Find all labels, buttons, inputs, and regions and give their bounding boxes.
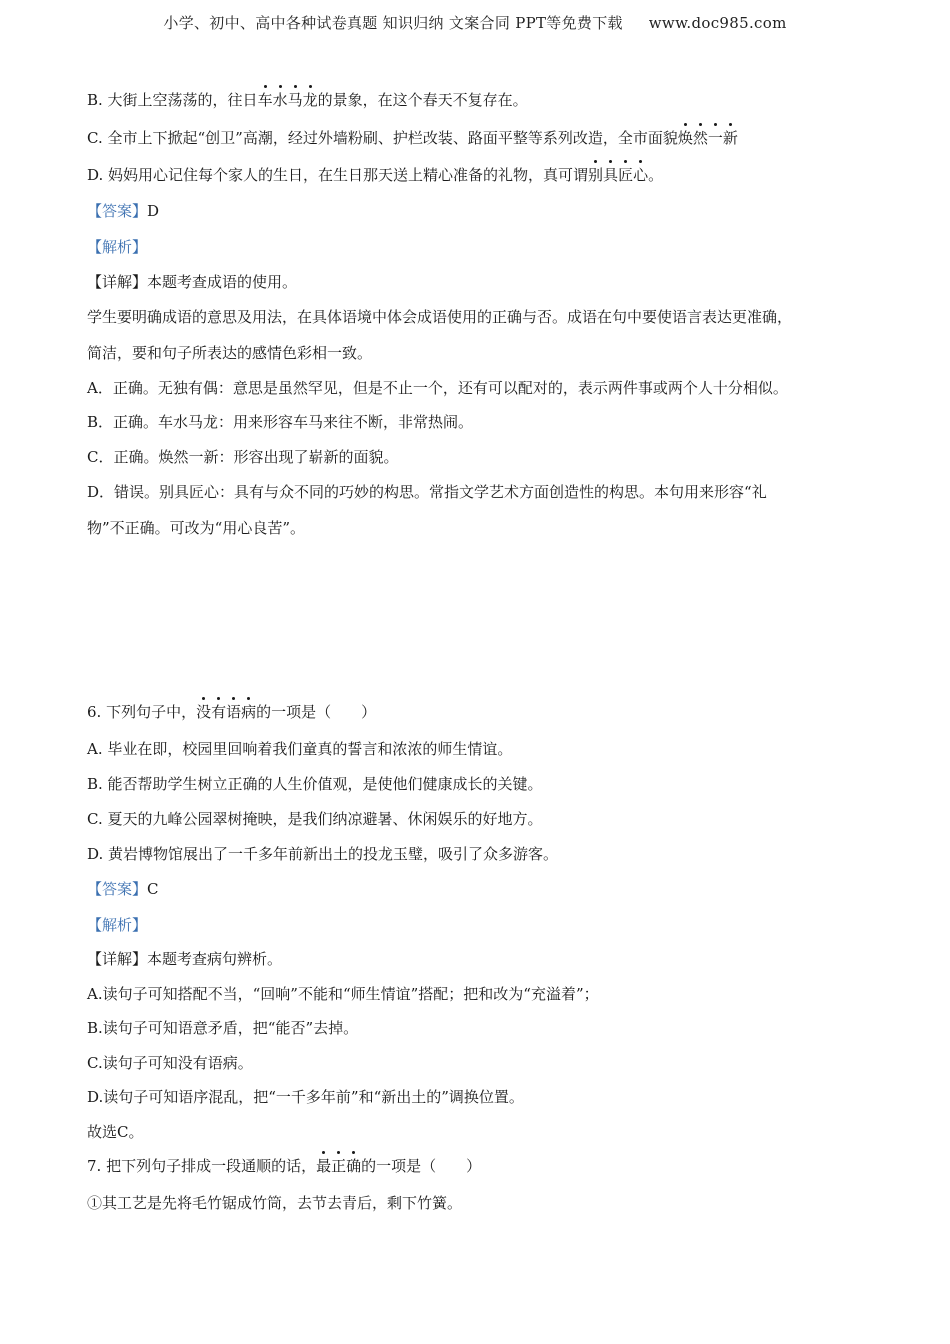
emphasis-char: 最: [316, 1157, 332, 1175]
q5-explain-d-1: D．错误。别具匠心：具有与众不同的巧妙的构思。常指文学艺术方面创造性的构思。本句用来形容“礼: [87, 483, 767, 501]
q5-explain-d-2: 物”不正确。可改为“用心良苦”。: [87, 519, 306, 537]
emphasis-char: 别: [588, 166, 604, 184]
q5-option-d-pre: D. 妈妈用心记住每个家人的生日，在生日那天送上精心准备的礼物，真可谓: [87, 166, 589, 184]
q5-option-b-pre: B. 大街上空荡荡的，往日: [87, 91, 258, 109]
q6-stem: [87, 702, 376, 722]
q6-detail: 【详解】本题考查病句辨析。: [87, 950, 283, 968]
q5-option-d-post: 。: [648, 166, 664, 184]
q6-option-d: D. 黄岩博物馆展出了一千多年前新出土的投龙玉璧，吸引了众多游客。: [87, 845, 559, 863]
answer-value: C: [147, 880, 159, 898]
emphasis-char: 马: [287, 91, 303, 109]
q5-option-b-post: 的景象，在这个春天不复存在。: [317, 91, 528, 109]
q5-detail: 【详解】本题考查成语的使用。: [87, 273, 298, 291]
emphasis-char: 水: [272, 91, 288, 109]
q6-explain-a: A.读句子可知搭配不当，“回响”不能和“师生情谊”搭配；把和改为“充溢着”；: [87, 985, 599, 1003]
emphasis-char: 确: [346, 1157, 362, 1175]
emphasis-char: 车: [257, 91, 273, 109]
q5-explain-c: C．正确。焕然一新：形容出现了崭新的面貌。: [87, 448, 399, 466]
q5-option-c: [87, 128, 738, 148]
q5-option-d: [87, 165, 663, 185]
emphasis-char: 心: [633, 166, 649, 184]
q7-sentence-1: ①其工艺是先将毛竹锯成竹筒，去节去青后，剩下竹簧。: [87, 1194, 463, 1212]
q6-stem-post: 的一项是（ ）: [256, 703, 377, 721]
emphasis-char: 有: [211, 703, 227, 721]
emphasis-char: 一: [707, 129, 723, 147]
q6-option-c: C. 夏天的九峰公园翠树掩映，是我们纳凉避暑、休闲娱乐的好地方。: [87, 810, 543, 828]
q7-stem-pre: 7. 把下列句子排成一段通顺的话，: [87, 1157, 317, 1175]
q5-option-c-pre: C. 全市上下掀起“创卫”高潮，经过外墙粉刷、护栏改装、路面平整等系列改造，全市面貌: [87, 129, 678, 147]
q5-explain-b: B．正确。车水马龙：用来形容车马来往不断，非常热闹。: [87, 413, 474, 431]
answer-label: 【答案】: [87, 880, 148, 898]
q7-stem-post: 的一项是（ ）: [361, 1157, 482, 1175]
q5-option-b: [87, 90, 528, 110]
q5-analysis-label: 【解析】: [87, 238, 148, 256]
q5-answer: [87, 201, 159, 221]
emphasis-char: 没: [196, 703, 212, 721]
page-header: [0, 12, 950, 33]
q5-explain-a: A．正确。无独有偶：意思是虽然罕见，但是不止一个，还有可以配对的，表示两件事或两个人十分相似。: [87, 379, 788, 397]
q6-conclusion: 故选C。: [87, 1123, 144, 1141]
q6-option-b: B. 能否帮助学生树立正确的人生价值观，是使他们健康成长的关键。: [87, 775, 543, 793]
q6-explain-b: B.读句子可知语意矛盾，把“能否”去掉。: [87, 1019, 359, 1037]
emphasis-char: 焕: [677, 129, 693, 147]
answer-label: 【答案】: [87, 202, 148, 220]
emphasis-char: 然: [692, 129, 708, 147]
q6-answer: [87, 879, 159, 899]
answer-value: D: [147, 202, 160, 220]
header-text: 小学、初中、高中各种试卷真题 知识归纳 文案合同 PPT等免费下载: [163, 14, 623, 32]
emphasis-char: 匠: [618, 166, 634, 184]
emphasis-char: 语: [226, 703, 242, 721]
q5-paragraph-1: 学生要明确成语的意思及用法，在具体语境中体会成语使用的正确与否。成语在句中要使语言表达更准确，: [87, 308, 793, 326]
q6-explain-d: D.读句子可知语序混乱，把“一千多年前”和“新出土的”调换位置。: [87, 1088, 524, 1106]
emphasis-char: 龙: [302, 91, 318, 109]
emphasis-char: 病: [241, 703, 257, 721]
q6-analysis-label: 【解析】: [87, 916, 148, 934]
emphasis-char: 具: [603, 166, 619, 184]
q6-stem-pre: 6. 下列句子中，: [87, 703, 197, 721]
emphasis-char: 新: [722, 129, 738, 147]
header-site: www.doc985.com: [648, 14, 787, 32]
q5-paragraph-2: 简洁，要和句子所表达的感情色彩相一致。: [87, 344, 373, 362]
q6-explain-c: C.读句子可知没有语病。: [87, 1054, 253, 1072]
q7-stem: [87, 1156, 481, 1176]
emphasis-char: 正: [331, 1157, 347, 1175]
q6-option-a: A. 毕业在即，校园里回响着我们童真的誓言和浓浓的师生情谊。: [87, 740, 513, 758]
